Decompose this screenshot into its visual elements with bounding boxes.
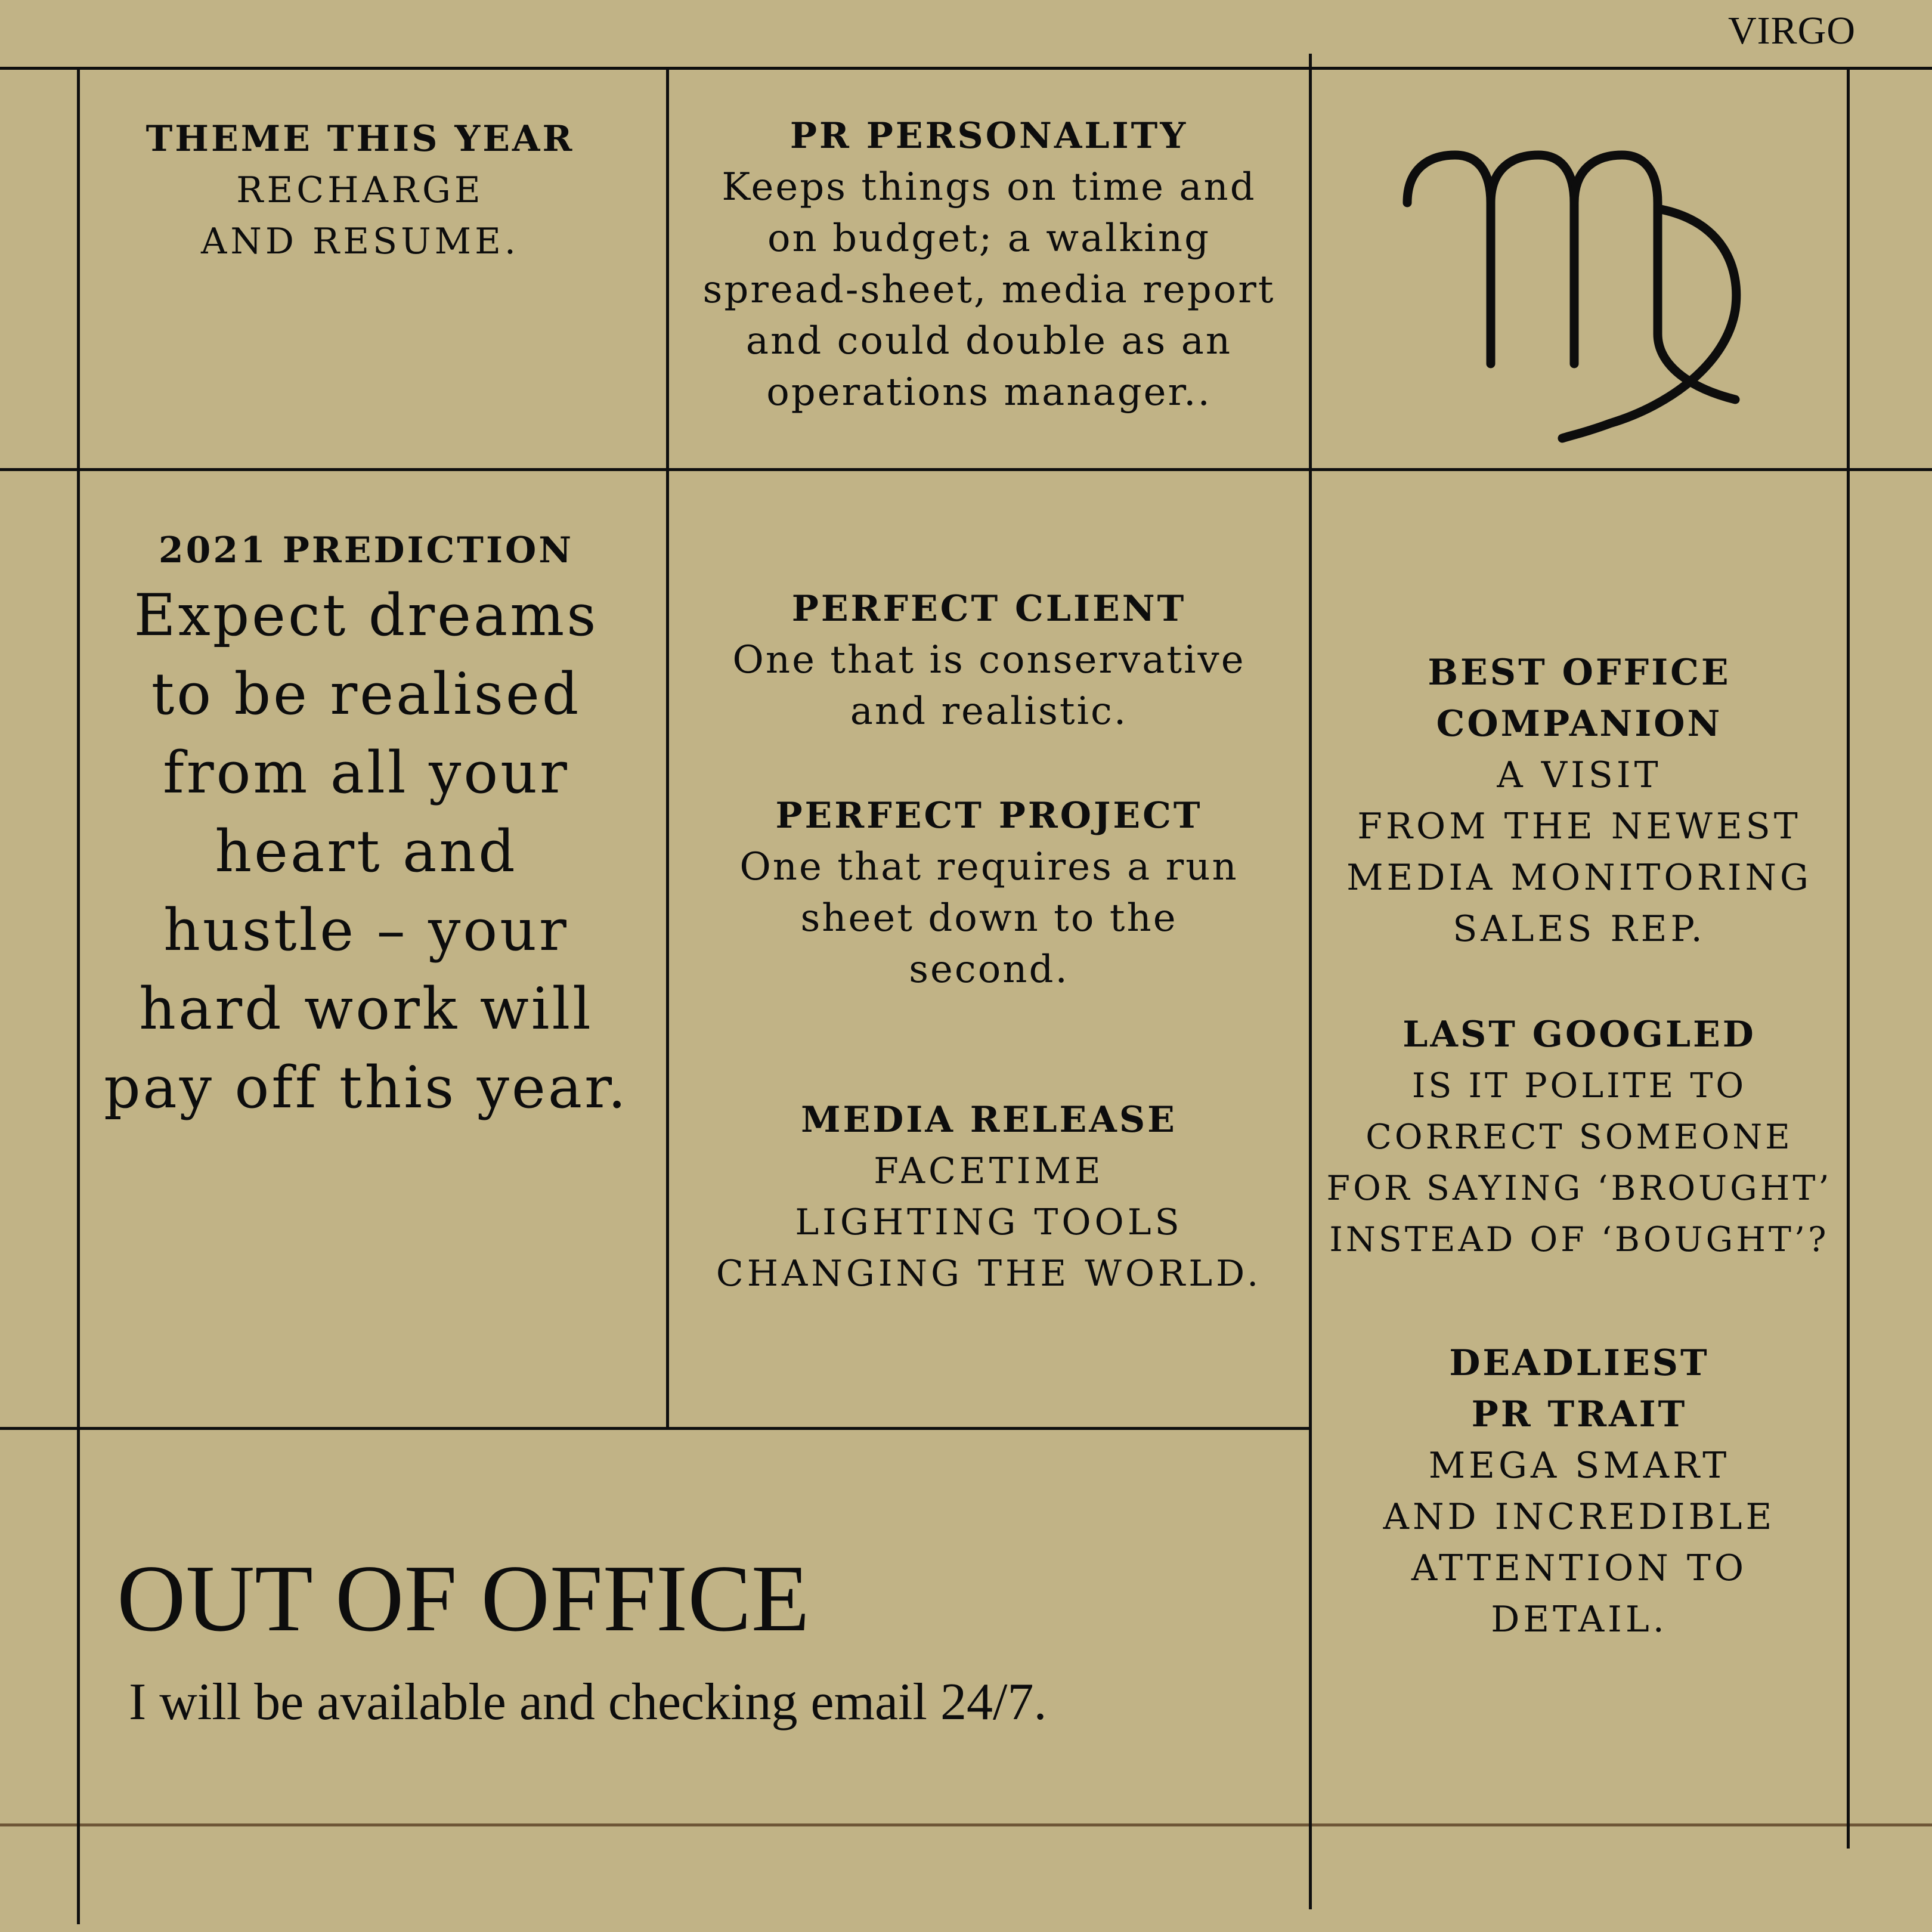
perfect-project-text: One that requires a run sheet down to the second. bbox=[739, 845, 1239, 992]
deadliest-trait-heading: DEADLIEST PR TRAIT bbox=[1449, 1342, 1710, 1435]
grid-line-top bbox=[0, 67, 1932, 70]
personality-section bbox=[669, 110, 1309, 418]
perfect-project-section bbox=[669, 790, 1309, 995]
prediction-text: Expect dreams to be realised from all your heart and hustle – your hard work will pay off this year. bbox=[104, 582, 628, 1121]
virgo-symbol-icon bbox=[1389, 137, 1759, 447]
last-googled-heading: LAST GOOGLED bbox=[1402, 1014, 1756, 1055]
perfect-project-heading: PERFECT PROJECT bbox=[775, 795, 1203, 837]
grid-line-far-right bbox=[1847, 67, 1850, 1849]
prediction-section bbox=[80, 525, 652, 1127]
last-googled-text: IS IT POLITE TO CORRECT SOMEONE FOR SAYING ‘BROUGHT’ INSTEAD OF ‘BOUGHT’? bbox=[1326, 1066, 1832, 1259]
prediction-heading: 2021 PREDICTION bbox=[158, 530, 574, 571]
grid-line-footer bbox=[0, 1823, 1932, 1826]
office-companion-heading: BEST OFFICE COMPANION bbox=[1428, 652, 1731, 745]
personality-text: Keeps things on time and on budget; a walking spread-sheet, media report and could double as an operations manager.. bbox=[702, 165, 1275, 414]
out-of-office-title: OUT OF OFFICE bbox=[117, 1545, 810, 1651]
perfect-client-text: One that is conservative and realistic. bbox=[732, 638, 1246, 733]
last-googled-section bbox=[1312, 1009, 1847, 1265]
theme-section bbox=[80, 113, 640, 267]
office-companion-text: A VISIT FROM THE NEWEST MEDIA MONITORING SALES REP. bbox=[1346, 754, 1812, 950]
deadliest-trait-text: MEGA SMART AND INCREDIBLE ATTENTION TO DETAIL. bbox=[1383, 1445, 1776, 1640]
theme-heading: THEME THIS YEAR bbox=[145, 118, 575, 160]
personality-heading: PR PERSONALITY bbox=[789, 115, 1188, 157]
deadliest-trait-section bbox=[1312, 1337, 1847, 1645]
grid-line-row-divider bbox=[0, 468, 1932, 471]
perfect-client-heading: PERFECT CLIENT bbox=[791, 588, 1187, 630]
grid-line-bottom-left bbox=[0, 1427, 1311, 1430]
out-of-office-text: I will be available and checking email 24/7. bbox=[129, 1673, 1047, 1731]
office-companion-section bbox=[1312, 647, 1847, 955]
perfect-client-section bbox=[669, 583, 1309, 737]
media-release-heading: MEDIA RELEASE bbox=[801, 1099, 1177, 1141]
sign-label: VIRGO bbox=[1728, 9, 1856, 52]
media-release-section bbox=[669, 1094, 1309, 1299]
theme-text: RECHARGE AND RESUME. bbox=[201, 169, 519, 262]
media-release-text: FACETIME LIGHTING TOOLS CHANGING THE WORLD. bbox=[716, 1150, 1262, 1295]
